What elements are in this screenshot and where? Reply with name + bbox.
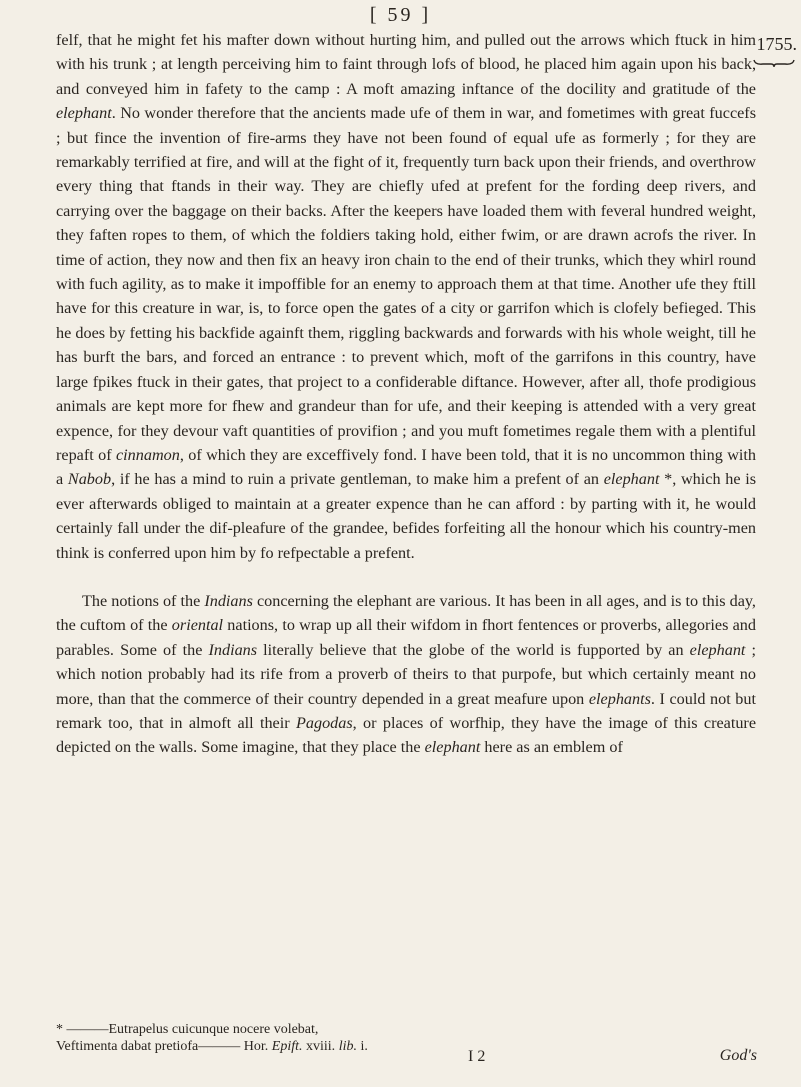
footnote-lib-number: i. xyxy=(356,1039,368,1054)
italic-word: cinnamon xyxy=(115,445,180,464)
italic-word: Indians xyxy=(204,591,253,610)
italic-word: oriental xyxy=(171,616,224,635)
text-run: , of which they are exceffively fond. I have been told, that it is no uncommon thing with a xyxy=(56,445,756,489)
footnote-lib: lib. xyxy=(338,1039,357,1054)
text-run: , if he has a mind to ruin a private gentleman, to make him a prefent of an xyxy=(111,470,604,489)
text-run: felf, that he might fet his mafter down without hurting him, and pulled out the arrows which ftuck in him with his trunk ; at length perceiving him to faint through lofs of blood, he placed him again upon his back, and conveyed him in fafety to the camp : A moft amazing inftance of the docility and gratitude of the xyxy=(56,31,756,98)
page-number: [ 59 ] xyxy=(369,4,432,26)
italic-word: Nabob xyxy=(67,470,112,489)
text-run: . No wonder therefore that the ancients made ufe of them in war, and fometimes with great fuccefs ; but fince the invention of fire-arms they have not been found of equal ufe as formerly ; for they are remarkably terrified at fire, and will at the fight of it, frequently turn back upon their friends, and overthrow every thing that ftands in their way. They are chiefly ufed at prefent for the fording deep rivers, and carrying over the baggage on their backs. After the keepers have loaded them with feveral hundred weight, they faften ropes to them, of which the foldiers taking hold, either fwim, or are drawn acrofs the river. In time of action, they now and then fix an heavy iron chain to the end of their trunks, which they whirl round with fuch agility, as to make it impoffible for an enemy to approach them at that time. Another ufe they ftill have for this creature in war, is, to force open the gates of a city or garrifon which is clofely befieged. This he does by fetting his backfide againft them, riggling backwards and forwards with his whole weight, till he has burft the bars, and forced an entrance : to prevent which, moft of the garrifons in this country, have large fpikes ftuck in their gates, that project to a confiderable diftance. However, after all, thofe prodigious animals are kept more for fhew and grandeur than for ufe, and their keeping is attended with a very great expence, for they devour vaft quantities of provifion ; and you muft fometimes regale them with a plentiful repaft of xyxy=(56,104,756,464)
text-run: literally believe that the globe of the world is fupported by an xyxy=(257,640,690,659)
footnote-line-1: * ———Eutrapelus cuicunque nocere volebat, xyxy=(56,1022,319,1037)
paragraph-1 xyxy=(56,28,756,565)
italic-word: elephant xyxy=(603,470,660,489)
text-run: concerning the elephant are various. It has been in all ages, and is to this day, the cuftom of the xyxy=(56,591,756,635)
italic-word: Indians xyxy=(208,640,258,659)
footnote-source: Hor. xyxy=(243,1039,269,1054)
footnote xyxy=(56,1021,756,1055)
footnote-source-italic: Epift. xyxy=(271,1039,303,1054)
italic-word: elephant xyxy=(424,738,481,757)
italic-word: elephant xyxy=(689,640,746,659)
text-run: here as an emblem of xyxy=(480,738,623,757)
text-run: *, which he is ever afterwards obliged to maintain at a greater expence than he can afford : by parting with it, he would certainly fall under the dif-pleafure of the grandee, befides forfeiting all the honour which his country-men think is conferred upon him by fo refpectable a prefent. xyxy=(56,470,757,562)
italic-word: elephant xyxy=(56,104,112,123)
signature-mark: I 2 xyxy=(468,1048,486,1065)
italic-word: Pagodas xyxy=(296,713,353,732)
italic-word: elephants xyxy=(588,689,651,708)
text-run: . I could not but remark too, that in almoft all their xyxy=(56,689,756,732)
footnote-source-number: xviii. xyxy=(302,1039,339,1054)
text-run: ; which notion probably had its rife from a proverb of theirs to that purpofe, but which certainly meant no more, than that the commerce of their country depended in a great meafure upon xyxy=(56,640,757,708)
margin-brace-icon xyxy=(753,58,795,68)
margin-year: 1755. xyxy=(756,34,797,54)
text-run: nations, to wrap up all their wifdom in fhort fentences or proverbs, allegories and parables. Some of the xyxy=(56,616,756,659)
text-run: The notions of the xyxy=(82,591,205,610)
paragraph-2 xyxy=(56,589,756,760)
catchword: God's xyxy=(719,1047,757,1064)
body-text xyxy=(56,28,756,760)
footnote-line-2-text: Veftimenta dabat pretiofa——— xyxy=(56,1039,244,1054)
footnote-line-2 xyxy=(56,1038,756,1055)
text-run: , or places of worfhip, they have the image of this creature depicted on the walls. Some imagine, that they place the xyxy=(56,713,757,757)
